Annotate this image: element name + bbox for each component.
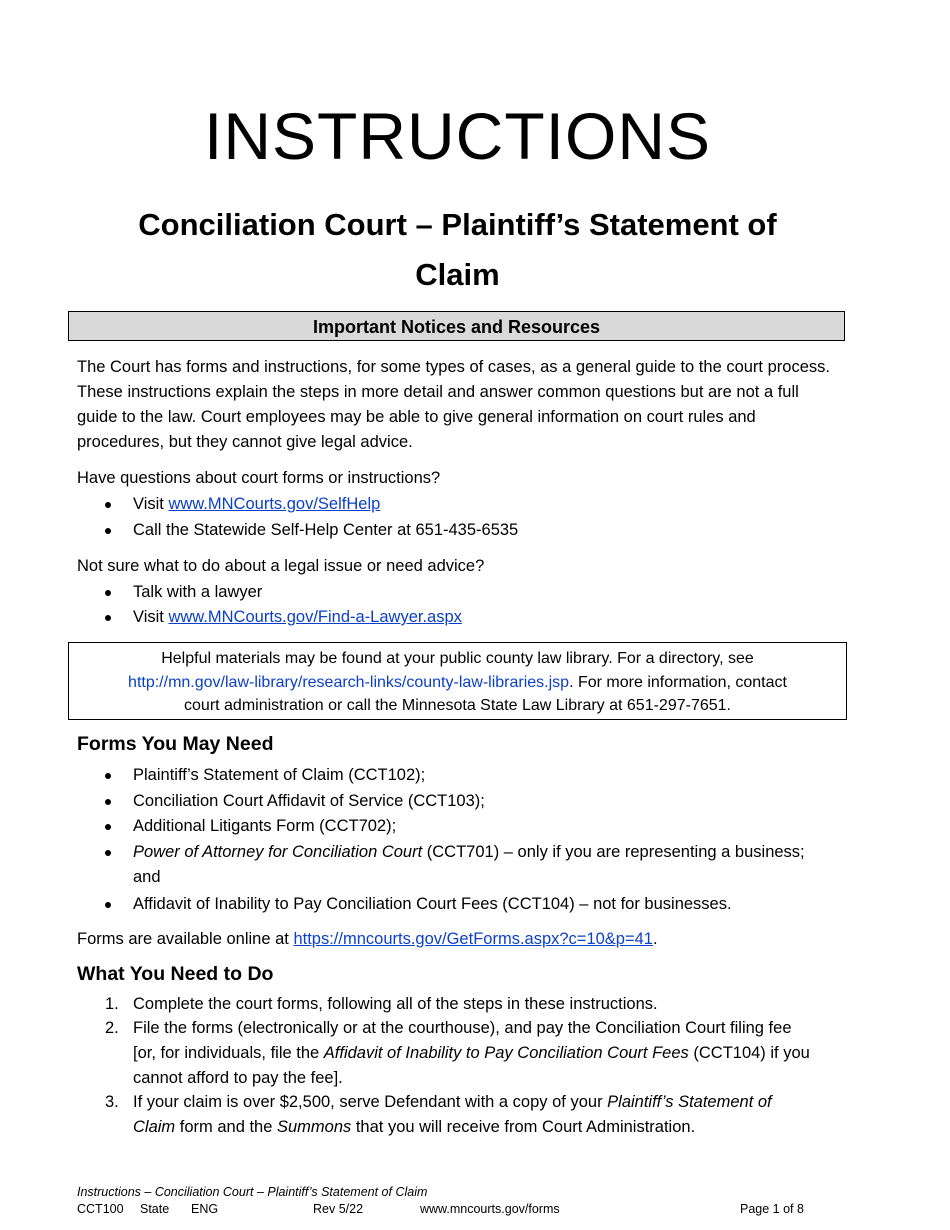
page-title: INSTRUCTIONS	[204, 99, 711, 173]
library-line-1: Helpful materials may be found at your public county law library. For a directory, see	[161, 650, 754, 667]
page-subtitle: Conciliation Court – Plaintiff’s Statement of Claim	[138, 207, 777, 292]
forms-heading: Forms You May Need	[77, 733, 274, 755]
list-item	[77, 605, 837, 630]
footer-meta	[77, 1202, 837, 1220]
steps-heading: What You Need to Do	[77, 963, 274, 985]
list-item: 1. Complete the court forms, following all of the steps in these instructions.	[105, 995, 658, 1013]
steps-list	[77, 992, 837, 1140]
library-line-3: court administration or call the Minnesota State Law Library at 651-297-7651.	[184, 697, 731, 714]
footer-code: CCT100	[77, 1202, 124, 1216]
questions-heading: Have questions about court forms or instructions?	[77, 469, 441, 487]
footer-title: Instructions – Conciliation Court – Plaintiff’s Statement of Claim	[77, 1185, 428, 1199]
visit-label: Visit	[133, 608, 164, 626]
list-item	[77, 492, 837, 517]
intro-paragraph: The Court has forms and instructions, for some types of cases, as a general guide to the court process. These instructions explain the steps in more detail and answer common questions but are not a full guide to the law. Court employees may be able to give general information on court rules and procedures, but they cannot give legal advice.	[77, 358, 830, 451]
forms-online-line: Forms are available online at https://mncourts.gov/GetForms.aspx?c=10&p=41.	[77, 930, 658, 948]
footer-site: www.mncourts.gov/forms	[420, 1202, 560, 1216]
law-library-link[interactable]: http://mn.gov/law-library/research-links/county-law-libraries.jsp	[128, 673, 570, 691]
list-item: Power of Attorney for Conciliation Court (CCT701) – only if you are representing a business; and	[77, 840, 837, 890]
library-line-2: http://mn.gov/law-library/research-links/county-law-libraries.jsp. For more information, contact	[128, 673, 787, 691]
forms-list	[77, 763, 837, 917]
list-item: Talk with a lawyer	[77, 580, 837, 605]
footer-page: Page 1 of 8	[740, 1202, 804, 1216]
law-library-box	[68, 642, 847, 720]
list-item: 3. If your claim is over $2,500, serve Defendant with a copy of your Plaintiff’s Statement of Claim form and the Summons that you will receive from Court Administration.	[105, 1093, 772, 1136]
find-lawyer-link[interactable]: www.MNCourts.gov/Find-a-Lawyer.aspx	[168, 608, 462, 626]
selfhelp-link[interactable]: www.MNCourts.gov/SelfHelp	[168, 495, 381, 513]
list-item: Additional Litigants Form (CCT702);	[77, 814, 837, 839]
legal-heading: Not sure what to do about a legal issue or need advice?	[77, 557, 485, 575]
visit-label: Visit	[133, 495, 164, 513]
questions-list	[77, 492, 837, 543]
get-forms-link[interactable]: https://mncourts.gov/GetForms.aspx?c=10&p=41	[293, 930, 653, 948]
list-item: Affidavit of Inability to Pay Conciliation Court Fees (CCT104) – not for businesses.	[77, 892, 837, 917]
notices-header: Important Notices and Resources	[68, 311, 845, 341]
list-item: 2. File the forms (electronically or at the courthouse), and pay the Conciliation Court filing fee [or, for individuals, file the Affidavit of Inability to Pay Conciliation Court Fees (CCT104) if you cannot afford to pay the fee].	[105, 1019, 810, 1087]
list-item: Conciliation Court Affidavit of Service (CCT103);	[77, 789, 837, 814]
footer-lang: ENG	[191, 1202, 219, 1216]
footer-rev: Rev 5/22	[313, 1202, 364, 1216]
list-item: Call the Statewide Self-Help Center at 651-435-6535	[77, 518, 837, 543]
footer-state: State	[140, 1202, 170, 1216]
legal-list	[77, 580, 837, 630]
list-item: Plaintiff’s Statement of Claim (CCT102);	[77, 763, 837, 788]
